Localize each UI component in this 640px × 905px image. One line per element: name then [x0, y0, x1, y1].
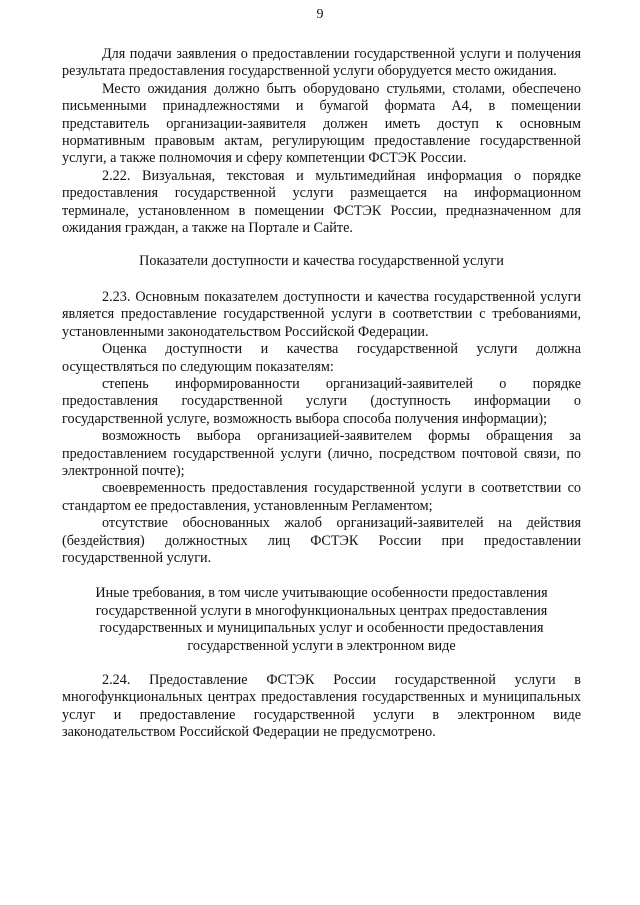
page-number: 9	[316, 7, 324, 22]
paragraph-2-23: 2.23. Основным показателем доступности и качества государственной услуги является предоставление государственной услуги в соответствии с требованиями, установленными законодательством Российской Федерации.	[62, 288, 581, 340]
paragraph-waiting-place: Для подачи заявления о предоставлении государственной услуги и получения результата предоставления государственной услуги оборудуется место ожидания.	[62, 46, 581, 80]
indicator-no-complaints: отсутствие обоснованных жалоб организаций-заявителей на действия (бездействия) должностных лиц ФСТЭК России при предоставлении государственной услуги.	[62, 515, 581, 566]
section-heading-accessibility: Показатели доступности и качества государственной услуги	[139, 253, 504, 270]
page-content	[62, 46, 581, 742]
section-heading-other-requirements: Иные требования, в том числе учитывающие особенности предоставления государственной услуги в многофункциональных центрах предоставления государственных и муниципальных услуг и особенности предоставления государственной услуги в электронном виде	[95, 585, 548, 654]
indicator-timeliness: своевременность предоставления государственной услуги в соответствии со стандартом ее предоставления, установленным Регламентом;	[62, 480, 581, 514]
paragraph-2-22: 2.22. Визуальная, текстовая и мультимедийная информация о порядке предоставления государственной услуги размещается на информационном терминале, установленном в помещении ФСТЭК России, предназначенном для ожидания граждан, а также на Портале и Сайте.	[62, 167, 581, 237]
paragraph-2-24: 2.24. Предоставление ФСТЭК России государственной услуги в многофункциональных центрах предоставления государственных и муниципальных услуг и предоставление государственной услуги в электронном виде законодательством Российской Федерации не предусмотрено.	[62, 672, 581, 741]
indicator-request-form: возможность выбора организацией-заявителем формы обращения за предоставлением государственной услуги (лично, посредством почтовой связи, по электронной почте);	[62, 428, 581, 479]
indicator-informedness: степень информированности организаций-заявителей о порядке предоставления государственной услуги (доступность информации о государственной услуге, возможность выбора способа получения информации);	[62, 375, 581, 427]
paragraph-quality-assessment: Оценка доступности и качества государственной услуги должна осуществляться по следующим показателям:	[62, 341, 581, 375]
paragraph-waiting-equipment: Место ожидания должно быть оборудовано стульями, столами, обеспечено письменными принадлежностями и бумагой формата А4, в помещении представитель организации-заявителя должен иметь доступ к основным нормативным правовым актам, регулирующим предоставление государственной услуги, а также полномочия и сферу компетенции ФСТЭК России.	[62, 80, 581, 167]
